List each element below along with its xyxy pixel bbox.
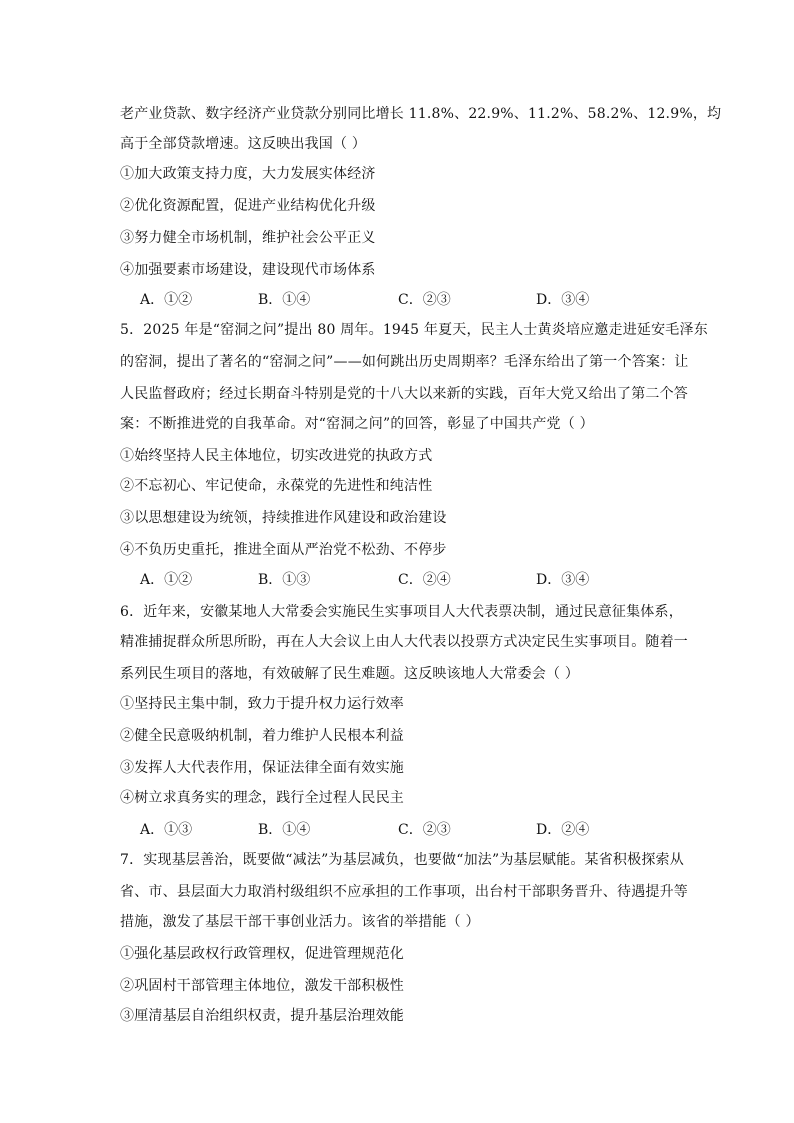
q5-item: ①始终坚持人民主体地位，切实改进党的执政方式: [120, 448, 433, 464]
q4-item: ②优化资源配置，促进产业结构优化升级: [120, 198, 376, 214]
option-d: D．③④: [536, 572, 590, 588]
q4-stem-line: 高于全部贷款增速。这反映出我国（ ）: [120, 136, 367, 152]
q6-item: ①坚持民主集中制，致力于提升权力运行效率: [120, 696, 404, 712]
q6-options: [140, 820, 660, 840]
q5-stem-line: 5．2025 年是“窑洞之问”提出 80 周年。1945 年夏天，民主人士黄炎培应邀走进延安毛泽东: [120, 322, 708, 338]
q5-stem-line: 案：不断推进党的自我革命。对“窑洞之问”的回答，彰显了中国共产党（ ）: [120, 416, 594, 432]
q5-stem-line: 的窑洞，提出了著名的“窑洞之问”——如何跳出历史周期率？毛泽东给出了第一个答案：让: [120, 354, 689, 370]
q7-item: ③厘清基层自治组织权责，提升基层治理效能: [120, 1008, 404, 1024]
q7-stem-line: 7．实现基层善治，既要做“减法”为基层减负，也要做“加法”为基层赋能。某省积极探索从: [120, 852, 684, 868]
option-c: C．②③: [398, 822, 451, 838]
option-d: D．②④: [536, 822, 590, 838]
q4-stem-line: 老产业贷款、数字经济产业贷款分别同比增长 11.8%、22.9%、11.2%、58.2%、12.9%，均: [120, 106, 722, 122]
q5-item: ④不负历史重托，推进全面从严治党不松劲、不停步: [120, 542, 447, 558]
q7-stem-line: 措施，激发了基层干部干事创业活力。该省的举措能（ ）: [120, 914, 480, 930]
option-a: A．①②: [140, 572, 193, 588]
q6-stem-line: 系列民生项目的落地，有效破解了民生难题。这反映该地人大常委会（ ）: [120, 666, 580, 682]
q6-item: ③发挥人大代表作用，保证法律全面有效实施: [120, 760, 404, 776]
q5-stem-line: 人民监督政府；经过长期奋斗特别是党的十八大以来新的实践，百年大党又给出了第二个答: [120, 386, 688, 402]
q4-item: ①加大政策支持力度，大力发展实体经济: [120, 166, 376, 182]
q7-stem-line: 省、市、县层面大力取消村级组织不应承担的工作事项，出台村干部职务晋升、待遇提升等: [120, 884, 688, 900]
q6-stem-line: 6．近年来，安徽某地人大常委会实施民生实事项目人大代表票决制，通过民意征集体系，: [120, 604, 683, 620]
q7-item: ①强化基层政权行政管理权，促进管理规范化: [120, 946, 404, 962]
option-b: B．①④: [258, 292, 311, 308]
q6-item: ②健全民意吸纳机制，着力维护人民根本利益: [120, 728, 404, 744]
q4-item: ④加强要素市场建设，建设现代市场体系: [120, 262, 376, 278]
q4-item: ③努力健全市场机制，维护社会公平正义: [120, 230, 376, 246]
option-a: A．①②: [140, 292, 193, 308]
option-d: D．③④: [536, 292, 590, 308]
q6-item: ④树立求真务实的理念，践行全过程人民民主: [120, 790, 404, 806]
option-a: A．①③: [140, 822, 193, 838]
option-c: C．②④: [398, 572, 451, 588]
option-b: B．①④: [258, 822, 311, 838]
q7-item: ②巩固村干部管理主体地位，激发干部积极性: [120, 978, 404, 994]
q4-options: [140, 290, 660, 310]
q6-stem-line: 精准捕捉群众所思所盼，再在人大会议上由人大代表以投票方式决定民生实事项目。随着一: [120, 634, 688, 650]
option-c: C．②③: [398, 292, 451, 308]
q5-item: ②不忘初心、牢记使命，永葆党的先进性和纯洁性: [120, 478, 433, 494]
option-b: B．①③: [258, 572, 311, 588]
q5-item: ③以思想建设为统领，持续推进作风建设和政治建设: [120, 510, 447, 526]
q5-options: [140, 570, 660, 590]
